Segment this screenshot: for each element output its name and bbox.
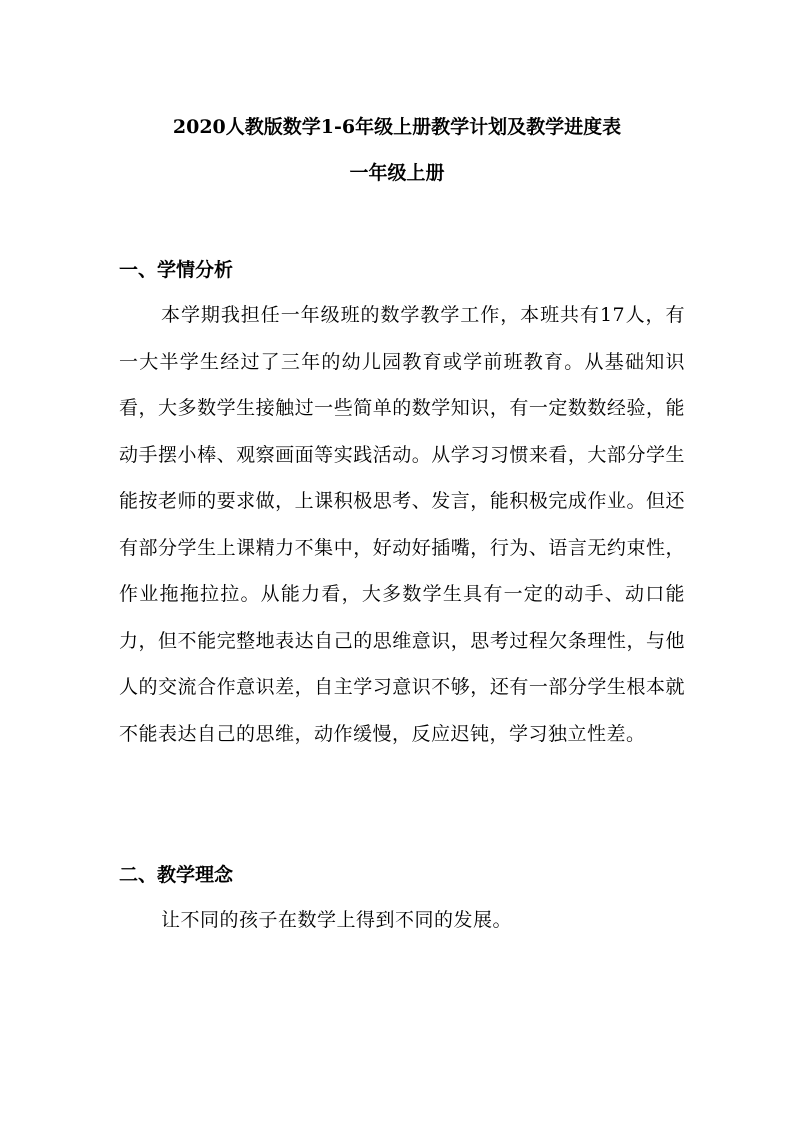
section-heading-learning-analysis: 一、学情分析: [119, 259, 234, 281]
section-paragraph-teaching-philosophy: 让不同的孩子在数学上得到不同的发展。: [161, 909, 513, 931]
document-subtitle: 一年级上册: [349, 162, 445, 184]
section-paragraph-learning-analysis: 本学期我担任一年级班的数学教学工作，本班共有17人，有一大半学生经过了三年的幼儿园教育或学前班教育。从基础知识看，大多数学生接触过一些简单的数学知识，有一定数数经验，能动手摆小棒、观察画面等实践活动。从学习习惯来看，大部分学生能按老师的要求做，上课积极思考、发言，能积极完成作业。但还有部分学生上课精力不集中，好动好插嘴，行为、语言无约束性，作业拖拖拉拉。从能力看，大多数学生具有一定的动手、动口能力，但不能完整地表达自己的思维意识，思考过程欠条理性，与他人的交流合作意识差，自主学习意识不够，还有一部分学生根本就不能表达自己的思维，动作缓慢，反应迟钝，学习独立性差。: [119, 304, 685, 745]
document-title: 2020人教版数学1-6年级上册教学计划及教学进度表: [172, 116, 622, 138]
section-heading-teaching-philosophy: 二、教学理念: [119, 864, 234, 886]
